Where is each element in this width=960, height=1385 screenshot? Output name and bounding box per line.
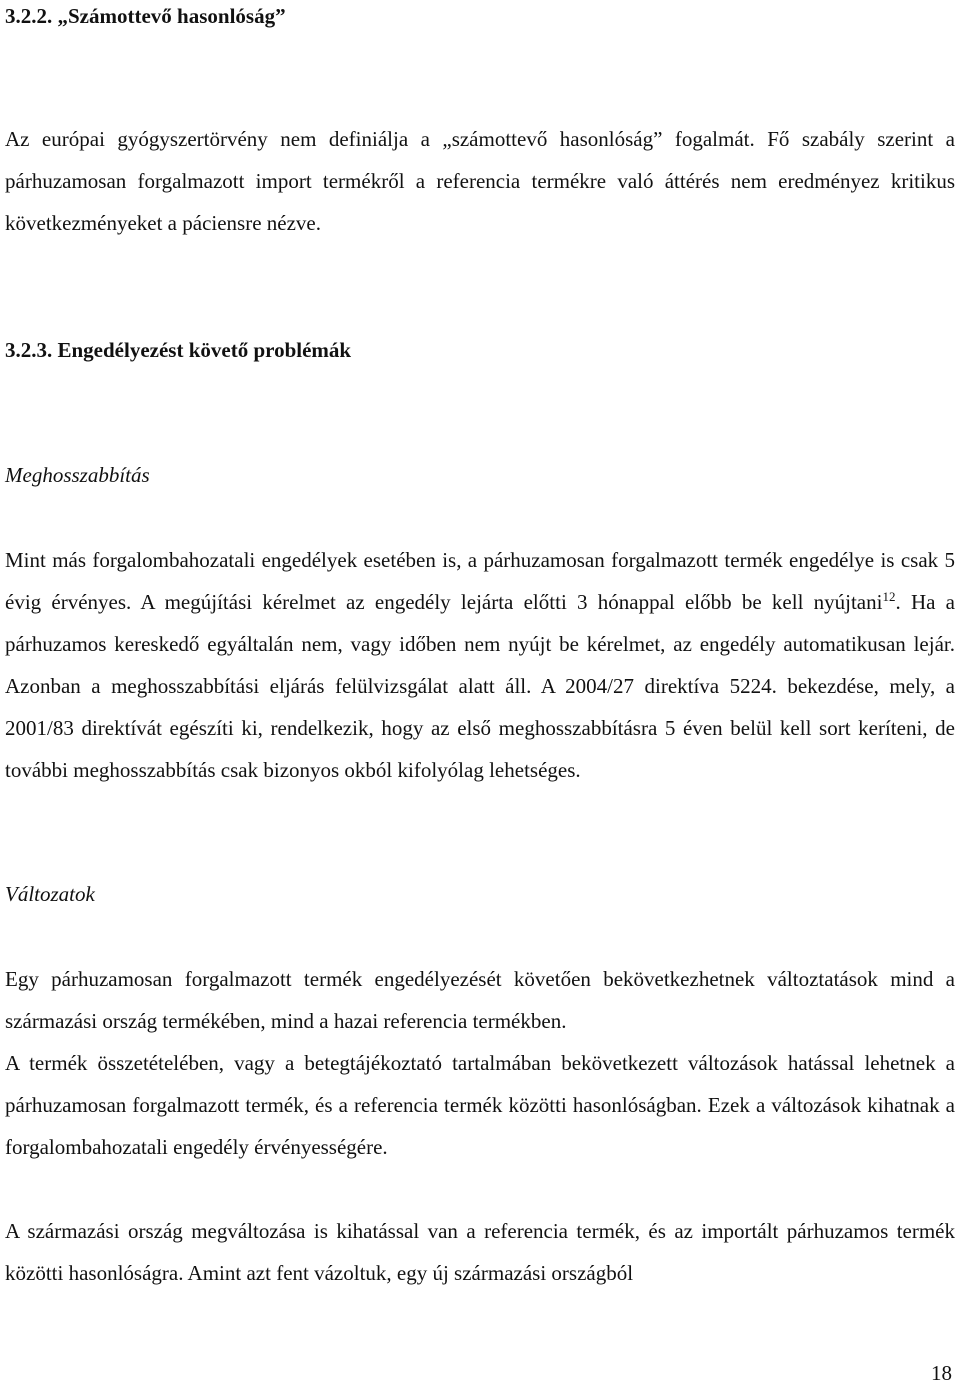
subheading-valtozatok: Változatok xyxy=(5,882,95,906)
paragraph-origin-country: A származási ország megváltozása is kihatással van a referencia termék, és az importált párhuzamos termék közötti hasonlóságra. Amint azt fent vázoltuk, egy új származási országból xyxy=(5,1219,955,1285)
paragraph-composition-changes: A termék összetételében, vagy a betegtájékoztató tartalmában bekövetkezett változások hatással lehetnek a párhuzamosan forgalmazott termék, és a referencia termék közötti hasonlóságban. Ezek a változások kihatnak a forgalombahozatali engedély érvényességére. xyxy=(5,1051,955,1159)
paragraph-definition: Az európai gyógyszertörvény nem definiálja a „számottevő hasonlóság” fogalmát. Fő szabály szerint a párhuzamosan forgalmazott import termékről a referencia termékre való áttérés nem eredményez kritikus következményeket a páciensre nézve. xyxy=(5,127,955,235)
paragraph-renewal-text-2: . Ha a párhuzamos kereskedő egyáltalán nem, vagy időben nem nyújt be kérelmet, az engedély automatikusan lejár. Azonban a meghosszabbítási eljárás felülvizsgálat alatt áll. A 2004/27 direktíva 5224. bekezdése, mely, a 2001/83 direktívát egészíti ki, rendelkezik, hogy az első meghosszabbításra 5 éven belül kell sort keríteni, de további meghosszabbítás csak bizonyos okból kifolyólag lehetséges. xyxy=(5,590,955,782)
section-heading-3-2-2: 3.2.2. „Számottevő hasonlóság” xyxy=(5,4,286,28)
page-number: 18 xyxy=(931,1361,952,1385)
footnote-reference[interactable]: 12 xyxy=(882,589,896,604)
subheading-meghosszabbitas: Meghosszabbítás xyxy=(5,463,150,487)
section-heading-3-2-3: 3.2.3. Engedélyezést követő problémák xyxy=(5,338,352,362)
paragraph-renewal xyxy=(5,539,955,791)
paragraph-renewal-text-1: Mint más forgalombahozatali engedélyek esetében is, a párhuzamosan forgalmazott termék engedélye is csak 5 évig érvényes. A megújítási kérelmet az engedély lejárta előtti 3 hónappal előbb be kell nyújtani xyxy=(5,548,955,614)
paragraph-variations: Egy párhuzamosan forgalmazott termék engedélyezését követően bekövetkezhetnek változtatások mind a származási ország termékében, mind a hazai referencia termékben. xyxy=(5,967,955,1033)
